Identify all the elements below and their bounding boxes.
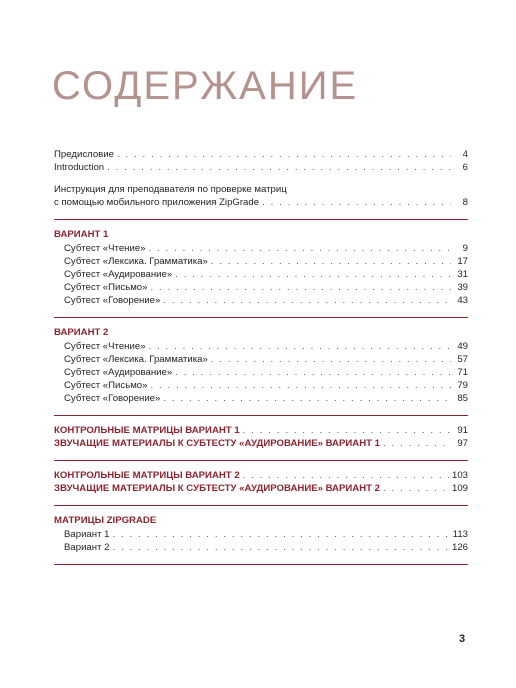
dot-leader xyxy=(175,268,451,281)
toc-entry[interactable] xyxy=(54,268,468,281)
toc-entry-audio-materials-2[interactable] xyxy=(54,482,468,495)
toc-entry-preface[interactable] xyxy=(54,148,468,161)
toc-entry-page: 109 xyxy=(451,483,468,494)
section-heading-variant-2: ВАРИАНТ 2 xyxy=(54,327,109,338)
section-heading-zipgrade: МАТРИЦЫ ZIPGRADE xyxy=(54,515,157,526)
toc-entry-label: Субтест «Письмо» xyxy=(64,282,148,293)
toc-entry-page: 17 xyxy=(457,256,468,267)
toc-entry-label: Субтест «Лексика. Грамматика» xyxy=(64,354,208,365)
toc-entry-label: Вариант 2 xyxy=(64,542,110,553)
toc-entry-page: 103 xyxy=(451,470,468,481)
toc-entry-label: ЗВУЧАЩИЕ МАТЕРИАЛЫ К СУБТЕСТУ «АУДИРОВАНИЕ» ВАРИАНТ 2 xyxy=(54,483,381,494)
toc-entry-label: Субтест «Письмо» xyxy=(64,380,148,391)
toc-entry-page: 39 xyxy=(457,282,468,293)
toc-entry-page: 91 xyxy=(457,425,468,436)
toc-entry-audio-materials-1[interactable] xyxy=(54,437,468,450)
page-title: СОДЕРЖАНИЕ xyxy=(52,64,359,108)
dot-leader xyxy=(150,379,451,392)
toc-entry-page: 126 xyxy=(451,542,468,553)
toc-entry-page: 49 xyxy=(457,341,468,352)
toc-entry[interactable] xyxy=(54,242,468,255)
toc-entry-instruction[interactable] xyxy=(54,196,468,209)
toc-entry[interactable] xyxy=(54,379,468,392)
toc-entry[interactable] xyxy=(54,366,468,379)
toc-entry-label: Субтест «Говорение» xyxy=(64,295,161,306)
toc-entry-label: ЗВУЧАЩИЕ МАТЕРИАЛЫ К СУБТЕСТУ «АУДИРОВАНИЕ» ВАРИАНТ 1 xyxy=(54,438,381,449)
dot-leader xyxy=(112,528,449,541)
toc-entry-label: Субтест «Аудирование» xyxy=(64,269,173,280)
toc-entry-label: КОНТРОЛЬНЫЕ МАТРИЦЫ ВАРИАНТ 1 xyxy=(54,425,240,436)
toc-entry[interactable] xyxy=(54,340,468,353)
toc-entry-page: 6 xyxy=(462,162,468,173)
dot-leader xyxy=(383,482,449,495)
toc-entry-page: 97 xyxy=(457,438,468,449)
dot-leader xyxy=(112,541,449,554)
dot-leader xyxy=(150,281,451,294)
toc-entry-label: Субтест «Чтение» xyxy=(64,243,146,254)
toc-entry-label: Субтест «Чтение» xyxy=(64,341,146,352)
toc-entry-page: 113 xyxy=(452,529,468,540)
toc-entry-label: Субтест «Аудирование» xyxy=(64,367,173,378)
toc-entry-label: Субтест «Говорение» xyxy=(64,393,161,404)
table-of-contents xyxy=(54,148,468,573)
dot-leader xyxy=(243,469,449,482)
dot-leader xyxy=(211,255,451,268)
toc-entry-page: 85 xyxy=(457,393,468,404)
dot-leader xyxy=(262,196,451,209)
toc-entry-label: Предисловие xyxy=(54,149,114,160)
toc-entry-label: КОНТРОЛЬНЫЕ МАТРИЦЫ ВАРИАНТ 2 xyxy=(54,470,240,481)
toc-entry[interactable] xyxy=(54,528,468,541)
toc-entry[interactable] xyxy=(54,255,468,268)
toc-entry-control-matrices-2[interactable] xyxy=(54,469,468,482)
page-number: 3 xyxy=(459,633,466,645)
toc-entry-page: 9 xyxy=(462,243,468,254)
toc-entry[interactable] xyxy=(54,541,468,554)
toc-entry-introduction[interactable] xyxy=(54,161,468,174)
section-heading-variant-1: ВАРИАНТ 1 xyxy=(54,229,109,240)
toc-entry-label: Вариант 1 xyxy=(64,529,110,540)
toc-entry-label: Introduction xyxy=(54,162,105,173)
toc-entry-label: с помощью мобильного приложения ZipGrade xyxy=(54,197,260,208)
dot-leader xyxy=(163,294,451,307)
toc-entry-page: 31 xyxy=(457,269,468,280)
toc-entry[interactable] xyxy=(54,392,468,405)
toc-entry[interactable] xyxy=(54,353,468,366)
section-divider xyxy=(54,219,468,220)
toc-entry-page: 43 xyxy=(457,295,468,306)
dot-leader xyxy=(107,161,451,174)
dot-leader xyxy=(149,242,452,255)
dot-leader xyxy=(117,148,451,161)
toc-entry-control-matrices-1[interactable] xyxy=(54,424,468,437)
section-divider xyxy=(54,505,468,506)
dot-leader xyxy=(383,437,451,450)
toc-entry-page: 71 xyxy=(457,367,468,378)
dot-leader xyxy=(163,392,451,405)
toc-entry-page: 8 xyxy=(462,197,468,208)
section-divider xyxy=(54,415,468,416)
dot-leader xyxy=(211,353,451,366)
toc-entry-page: 57 xyxy=(457,354,468,365)
toc-entry-label: Субтест «Лексика. Грамматика» xyxy=(64,256,208,267)
toc-entry-instruction-line1: Инструкция для преподавателя по проверке матриц xyxy=(54,184,287,195)
toc-entry[interactable] xyxy=(54,294,468,307)
dot-leader xyxy=(243,424,451,437)
section-divider xyxy=(54,460,468,461)
dot-leader xyxy=(149,340,452,353)
section-divider xyxy=(54,317,468,318)
dot-leader xyxy=(175,366,451,379)
toc-entry-page: 79 xyxy=(457,380,468,391)
toc-entry[interactable] xyxy=(54,281,468,294)
section-divider xyxy=(54,564,468,565)
toc-entry-page: 4 xyxy=(462,149,468,160)
